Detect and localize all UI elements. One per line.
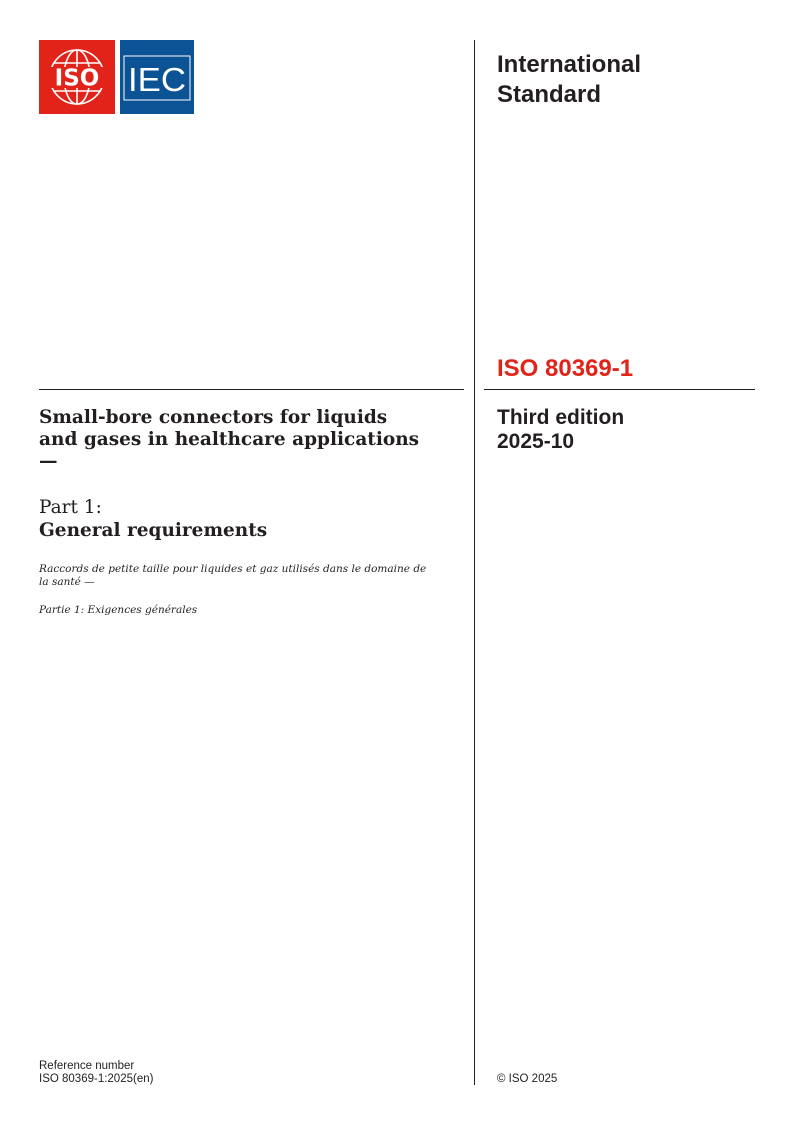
french-title: Raccords de petite taille pour liquides et gaz utilisés dans le domaine de la santé — xyxy=(39,563,427,588)
reference-number: ISO 80369-1:2025(en) xyxy=(39,1073,154,1085)
copyright: © ISO 2025 xyxy=(497,1073,558,1085)
document-type: International Standard xyxy=(497,51,642,108)
rule-left xyxy=(39,389,464,390)
part-number: Part 1: xyxy=(39,497,102,518)
edition-date: 2025-10 xyxy=(497,430,575,453)
edition: Third edition xyxy=(497,406,625,429)
part-title: General requirements xyxy=(39,520,268,541)
iec-logo xyxy=(120,40,194,114)
standard-number: ISO 80369-1 xyxy=(497,355,634,382)
iso-logo xyxy=(39,40,115,114)
column-divider xyxy=(474,40,475,1085)
rule-right xyxy=(484,389,755,390)
iso-logo-text: ISO xyxy=(54,65,100,92)
iec-logo-text: IEC xyxy=(128,61,186,98)
reference-label: Reference number xyxy=(39,1060,135,1072)
document-title: Small-bore connectors for liquids and gases in healthcare applications — xyxy=(39,407,420,472)
french-part-title: Partie 1: Exigences générales xyxy=(39,604,198,616)
